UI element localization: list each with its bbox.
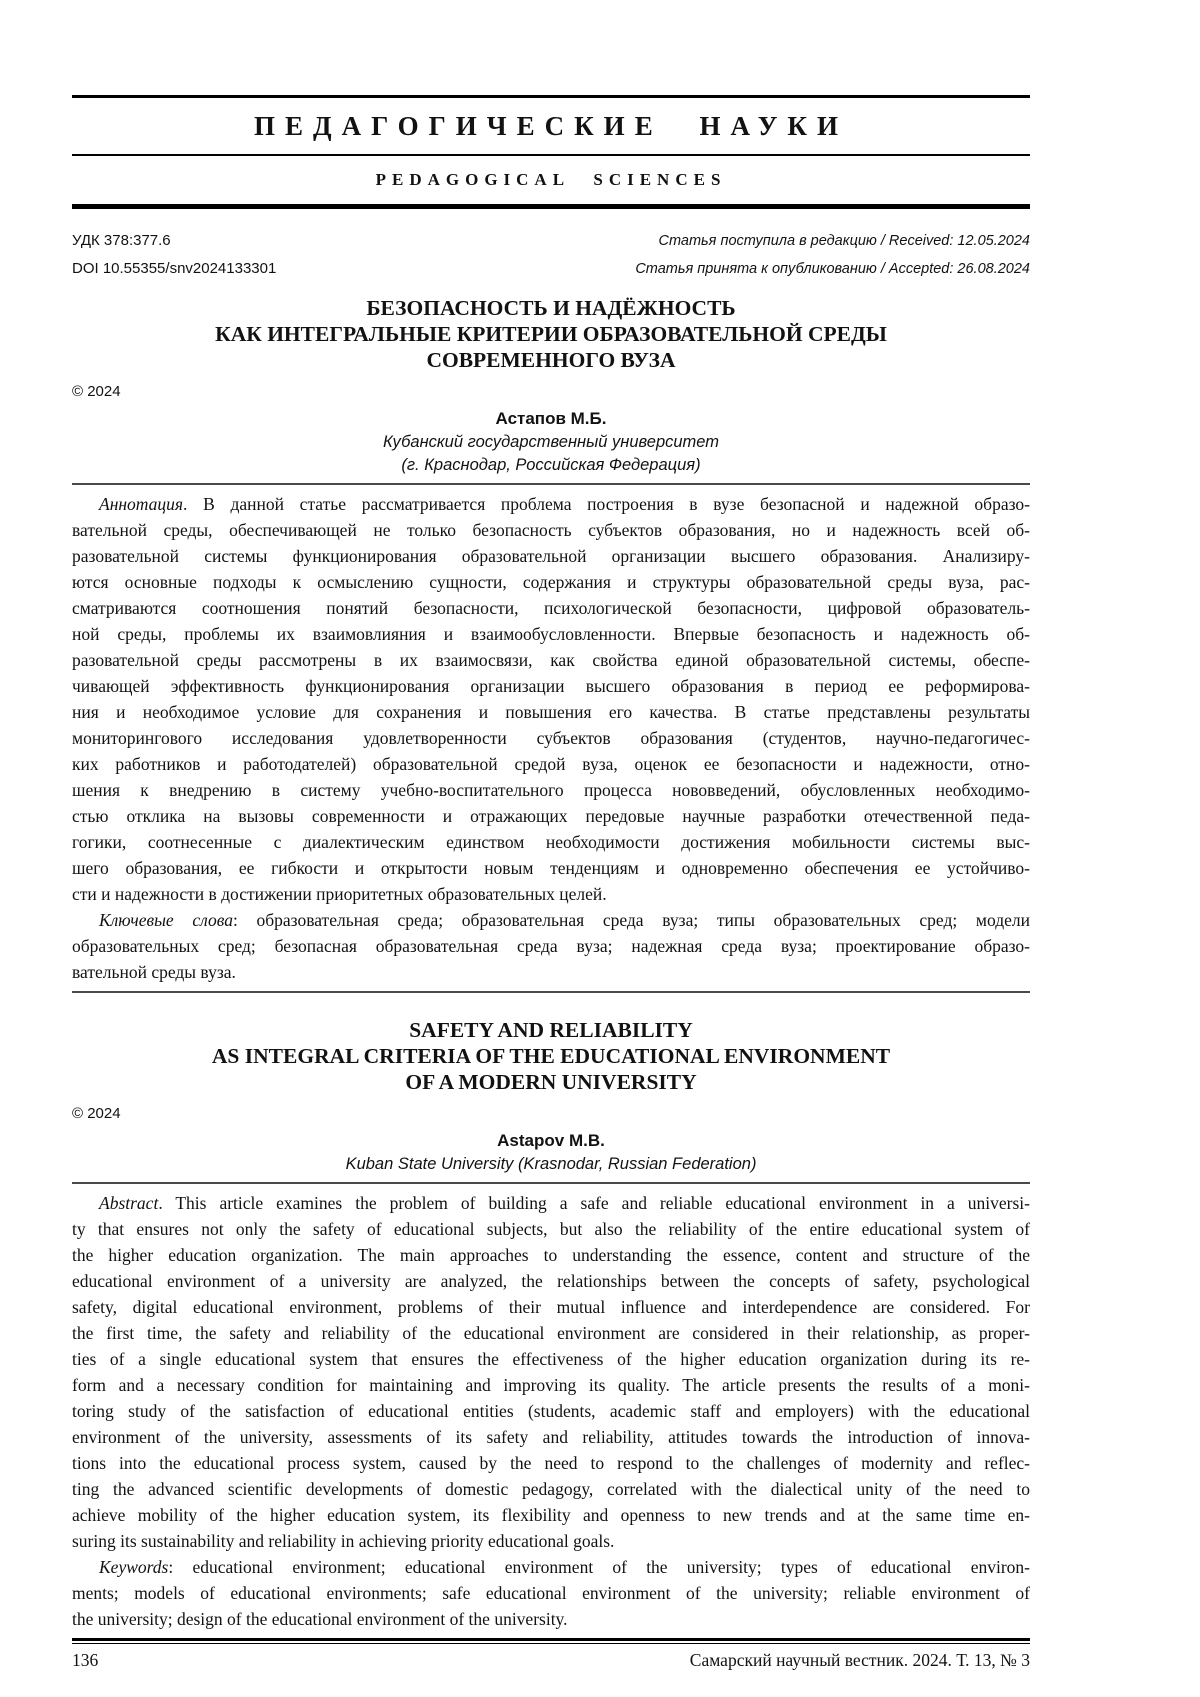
keywords-ru-label: Ключевые слова	[99, 910, 233, 930]
article-title-en-line: SAFETY AND RELIABILITY	[409, 1018, 693, 1042]
keywords-ru-line: образовательных сред; безопасная образовательная среда вуза; надежная среда вуза; проектирование образо-	[72, 936, 1030, 956]
keywords-ru-line: вательной среды вуза.	[72, 962, 236, 982]
abstract-ru-line: ются основные подходы к осмыслению сущности, содержания и структуры образовательной среды вуза, рас-	[72, 572, 1030, 592]
abstract-en	[72, 1184, 1030, 1638]
meta-row-2	[72, 255, 1030, 283]
abstract-en-line	[72, 1190, 1030, 1216]
copyright-en: © 2024	[72, 1105, 121, 1122]
abstract-en-line: suring its sustainability and reliability in achieving priority educational goals.	[72, 1531, 615, 1551]
article-title-en	[72, 1017, 1030, 1095]
footer-rule	[72, 1638, 1030, 1644]
abstract-en-line: form and a necessary condition for maintaining and improving its quality. The article presents the results of a moni-	[72, 1375, 1030, 1395]
doi-code: DOI 10.55355/snv2024133301	[72, 260, 277, 277]
abstract-ru-line: шего образования, ее гибкости и открытости новым тенденциям и одновременно обеспечения ее устойчиво-	[72, 858, 1030, 878]
article-title-ru	[72, 295, 1030, 373]
abstract-ru-line: вательной среды, обеспечивающей не только безопасность субъектов образования, но и надежность всей об-	[72, 520, 1030, 540]
affiliation-ru-line1: Кубанский государственный университет	[382, 433, 720, 451]
section-heading-ru: ПЕДАГОГИЧЕСКИЕ НАУКИ	[254, 111, 848, 141]
abstract-en-line: ty that ensures not only the safety of educational subjects, but also the reliability of the entire educational system of	[72, 1219, 1030, 1239]
abstract-en-line: the higher education organization. The main approaches to understanding the essence, content and structure of the	[72, 1245, 1030, 1265]
abstract-ru-line: чивающей эффективность функционирования организации высшего образования в период ее реформирова-	[72, 676, 1030, 696]
keywords-en-line	[72, 1554, 1030, 1580]
keywords-en-line: the university; design of the educational environment of the university.	[72, 1609, 568, 1629]
keywords-en-first-text: : educational environment; educational environment of the university; types of educational environ-	[168, 1557, 1030, 1577]
abstract-en-line: ting the advanced scientific developments of domestic pedagogy, correlated with the dialectical unity of the need to	[72, 1479, 1030, 1499]
received-date: Статья поступила в редакцию / Received: 12.05.2024	[658, 233, 1030, 249]
affiliation-en-line1: Kuban State University (Krasnodar, Russian Federation)	[345, 1155, 757, 1173]
journal-reference: Самарский научный вестник. 2024. Т. 13, № 3	[689, 1650, 1030, 1670]
abstract-ru-line: ких работников и работодателей) образовательной средой вуза, оценок ее безопасности и надежности, отно-	[72, 754, 1030, 774]
page-number: 136	[72, 1650, 99, 1670]
article-title-en-line: OF A MODERN UNIVERSITY	[405, 1070, 697, 1094]
abstract-en-line: safety, digital educational environment, problems of their mutual influence and interdependence are considered. For	[72, 1297, 1030, 1317]
abstract-en-line: achieve mobility of the higher education system, its flexibility and openness to new trends and at the same time en-	[72, 1505, 1030, 1525]
keywords-en-line: ments; models of educational environments; safe educational environment of the university; reliable environment of	[72, 1583, 1030, 1603]
abstract-ru-line: разовательной системы функционирования образовательной организации высшего образования. Анализиру-	[72, 546, 1030, 566]
keywords-ru-first-text: : образовательная среда; образовательная среда вуза; типы образовательных сред; модели	[232, 910, 1030, 930]
abstract-ru-line: сти и надежности в достижении приоритетных образовательных целей.	[72, 884, 607, 904]
abstract-ru-first-text: . В данной статье рассматривается проблема построения в вузе безопасной и надежной образо-	[183, 494, 1030, 514]
abstract-ru-line: шения к внедрению в систему учебно-воспитательного процесса нововведений, обусловленных необходимо-	[72, 780, 1030, 800]
abstract-ru-line: мониторингового исследования удовлетворенности субъектов образования (студентов, научно-педагогичес-	[72, 728, 1030, 748]
article-title-en-line: AS INTEGRAL CRITERIA OF THE EDUCATIONAL ENVIRONMENT	[211, 1044, 891, 1068]
abstract-en-line: environment of the university, assessments of its safety and reliability, attitudes towards the introduction of innova-	[72, 1427, 1030, 1447]
page-content	[72, 0, 1030, 1675]
affiliation-ru-line2: (г. Краснодар, Российская Федерация)	[401, 456, 701, 474]
abstract-ru-line: стью отклика на вызовы современности и отражающих передовые научные разработки отечественной педа-	[72, 806, 1030, 826]
abstract-ru-line: гогики, соотнесенные с диалектическим единством необходимости достижения мобильности системы выс-	[72, 832, 1030, 852]
abstract-ru-line	[72, 491, 1030, 517]
keywords-ru-line	[72, 907, 1030, 933]
keywords-en-label: Keywords	[99, 1557, 169, 1577]
article-title-ru-line: СОВРЕМЕННОГО ВУЗА	[426, 348, 676, 372]
author-ru: Астапов М.Б.	[495, 409, 607, 428]
meta-row-1	[72, 227, 1030, 255]
udc-code: УДК 378:377.6	[72, 232, 171, 249]
abstract-en-line: toring study of the satisfaction of educational entities (students, academic staff and employers) with the educational	[72, 1401, 1030, 1421]
section-heading-en: PEDAGOGICAL SCIENCES	[375, 170, 727, 189]
abstract-en-line: ties of a single educational system that ensures the effectiveness of the higher education organization during its re-	[72, 1349, 1030, 1369]
accepted-date: Статья принята к опубликованию / Accepted: 26.08.2024	[635, 261, 1030, 277]
copyright-ru: © 2024	[72, 383, 121, 400]
abstract-ru	[72, 485, 1030, 991]
head-thick-rule	[72, 204, 1030, 209]
author-en: Astapov M.B.	[497, 1131, 605, 1150]
abstract-ru-line: сматриваются соотношения понятий безопасности, психологической безопасности, цифровой образователь-	[72, 598, 1030, 618]
abstract-en-line: educational environment of a university are analyzed, the relationships between the concepts of safety, psychological	[72, 1271, 1030, 1291]
abstract-ru-label: Аннотация	[99, 494, 184, 514]
article-meta	[72, 227, 1030, 283]
abstract-ru-line: разовательной среды рассмотрены в их взаимосвязи, как свойства единой образовательной системы, обеспе-	[72, 650, 1030, 670]
abstract-en-line: tions into the educational process system, caused by the need to respond to the challenges of modernity and reflec-	[72, 1453, 1030, 1473]
abstract-en-line: the first time, the safety and reliability of the educational environment are considered in their relationship, as proper-	[72, 1323, 1030, 1343]
article-title-ru-line: БЕЗОПАСНОСТЬ И НАДЁЖНОСТЬ	[366, 296, 736, 320]
abstract-ru-line: ной среды, проблемы их взаимовлияния и взаимообусловленности. Впервые безопасность и надежность об-	[72, 624, 1030, 644]
page-footer	[72, 1645, 1030, 1675]
abstract-ru-line: ния и необходимое условие для сохранения и повышения его качества. В статье представлены результаты	[72, 702, 1030, 722]
abstract-en-label: Abstract	[99, 1193, 159, 1213]
abstract-en-first-text: . This article examines the problem of building a safe and reliable educational environment in a universi-	[158, 1193, 1030, 1213]
article-title-ru-line: КАК ИНТЕГРАЛЬНЫЕ КРИТЕРИИ ОБРАЗОВАТЕЛЬНОЙ СРЕДЫ	[215, 322, 887, 346]
english-section-divider	[72, 991, 1030, 993]
